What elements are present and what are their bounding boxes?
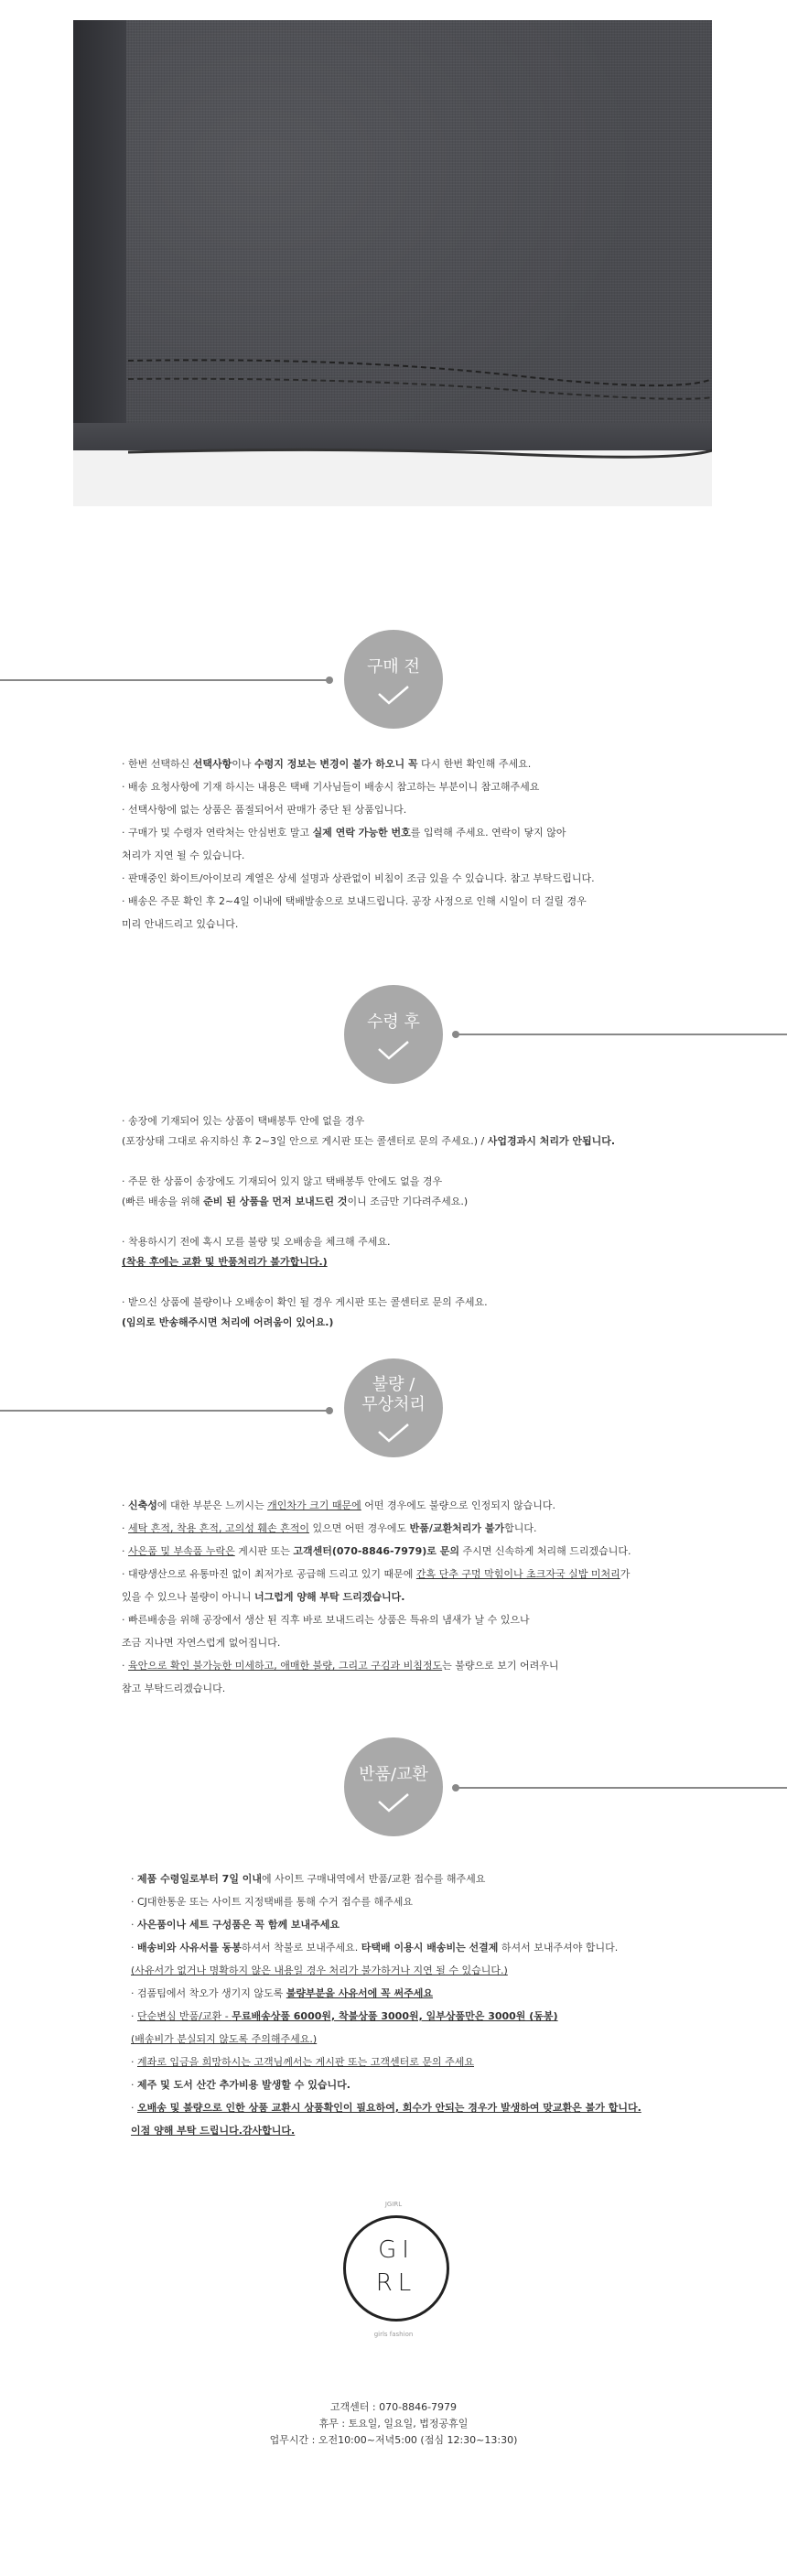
text-segment: 타택배 이용시 배송비는 선결제 xyxy=(361,1942,499,1954)
text-line xyxy=(122,1544,631,1558)
section-badge-defect xyxy=(344,1358,443,1457)
text-line xyxy=(122,1682,225,1695)
text-segment: · 착용하시기 전에 혹시 모를 불량 및 오배송을 체크해 주세요. xyxy=(122,1236,391,1248)
text-line xyxy=(122,917,238,931)
text-line xyxy=(131,1895,413,1909)
footer-holidays: 휴무 : 토요일, 일요일, 법정공휴일 xyxy=(318,2418,469,2430)
text-segment: 사업경과시 처리가 안됩니다. xyxy=(487,1135,616,1147)
text-segment: · 판매중인 화이트/아이보리 계열은 상세 설명과 상관없이 비침이 조금 있을 수 있습니다. 참고 부탁드립니다. xyxy=(122,872,595,884)
logo-line-1: GI xyxy=(378,2236,415,2264)
divider-line xyxy=(456,1787,787,1789)
text-segment: · xyxy=(122,1545,128,1557)
text-line xyxy=(122,1295,488,1309)
logo-bottom-text: girls fashion xyxy=(373,2331,414,2338)
section-badge-before-purchase xyxy=(344,630,443,729)
footer-hours: 업무시간 : 오전10:00~저녁5:00 (점심 12:30~13:30) xyxy=(269,2434,518,2446)
text-line xyxy=(122,1114,364,1128)
divider-line xyxy=(456,1034,787,1035)
text-segment: (착용 후에는 교환 및 반품처리가 불가합니다.) xyxy=(122,1256,328,1268)
text-segment: 육안으로 확인 불가능한 미세하고, 애매한 불량, 그리고 구김과 비침정도 xyxy=(128,1660,443,1672)
text-segment: 선택사항 xyxy=(192,758,232,770)
section-badge-return-exchange xyxy=(344,1737,443,1836)
text-line xyxy=(122,1134,615,1148)
text-segment: 사은품 및 부속품 누락은 xyxy=(128,1545,235,1557)
text-segment: 있으면 어떤 경우에도 xyxy=(309,1522,410,1534)
text-line xyxy=(131,1986,433,2000)
text-segment: 무료배송상품 6000원, 착불상품 3000원, 일부상품만은 3000원 (동봉) xyxy=(232,2010,558,2022)
text-segment: · 대량생산으로 유통마진 없이 최저가로 공급해 드리고 있기 때문에 xyxy=(122,1568,416,1580)
text-segment: 조금 지나면 자연스럽게 없어집니다. xyxy=(122,1637,281,1649)
text-segment: · xyxy=(131,2102,137,2114)
text-segment: 하셔서 착불로 보내주세요. xyxy=(241,1942,361,1954)
text-segment: 오배송 및 불량으로 인한 상품 교환시 상품확인이 필요하여, 회수가 안되는 경우가 발생하여 맞교환은 불가 합니다. xyxy=(137,2102,641,2114)
check-icon xyxy=(375,685,412,705)
text-line xyxy=(122,1235,390,1249)
text-segment: · 검품팀에서 착오가 생기지 않도록 xyxy=(131,1987,286,1999)
text-line xyxy=(122,826,566,839)
text-segment: 실제 연락 가능한 번호 xyxy=(312,827,411,839)
divider-line xyxy=(0,1410,329,1412)
divider-dot xyxy=(326,676,333,684)
text-segment: 사은품이나 세트 구성품은 꼭 함께 보내주세요 xyxy=(137,1919,340,1931)
text-segment: · xyxy=(131,2079,137,2091)
text-segment: · xyxy=(131,2010,137,2022)
text-segment: 는 불량으로 보기 어려우니 xyxy=(442,1660,559,1672)
text-segment: 하셔서 보내주셔야 합니다. xyxy=(498,1942,619,1954)
text-segment: (사유서가 없거나 명확하지 않은 내용일 경우 처리가 불가하거나 지연 될 수 있습니다.) xyxy=(131,1964,508,1976)
text-segment: (빠른 배송을 위해 xyxy=(122,1196,204,1207)
text-segment: · xyxy=(122,1660,128,1672)
text-segment: · xyxy=(131,1873,137,1885)
text-segment: 다시 한번 확인해 주세요. xyxy=(417,758,532,770)
text-segment: 주시면 신속하게 처리해 드리겠습니다. xyxy=(458,1545,631,1557)
text-line xyxy=(122,1255,328,1269)
text-line xyxy=(131,2032,317,2046)
text-line xyxy=(122,1174,442,1188)
text-line xyxy=(122,1567,630,1581)
text-segment: · 빠른배송을 위해 공장에서 생산 된 직후 바로 보내드리는 상품은 특유의 냄새가 날 수 있으나 xyxy=(122,1614,530,1626)
text-segment: 에 사이트 구매내역에서 반품/교환 접수를 해주세요 xyxy=(262,1873,486,1885)
text-segment: · CJ대한통운 또는 사이트 지정택배를 통해 수거 접수를 해주세요 xyxy=(131,1896,414,1908)
text-line xyxy=(122,871,595,885)
text-segment: (배송비가 분실되지 않도록 주의해주세요.) xyxy=(131,2033,318,2045)
text-segment: · 선택사항에 없는 상품은 품절되어서 판매가 중단 된 상품입니다. xyxy=(122,804,407,816)
text-segment: · 배송은 주문 확인 후 2~4일 이내에 택배발송으로 보내드립니다. 공장 사정으로 인해 시일이 더 걸릴 경우 xyxy=(122,895,587,907)
check-icon xyxy=(375,1423,412,1443)
text-line xyxy=(131,2124,295,2138)
text-line xyxy=(122,1315,333,1329)
brand-logo xyxy=(343,2215,449,2322)
text-line xyxy=(122,1636,280,1650)
text-segment: 세탁 흔적, 착용 흔적, 고의성 훼손 흔적이 xyxy=(128,1522,309,1534)
text-line xyxy=(131,1941,618,1954)
text-line xyxy=(122,757,531,771)
text-line xyxy=(131,2101,641,2115)
text-segment: · xyxy=(131,2056,137,2068)
text-segment: 반품/교환처리가 불가 xyxy=(409,1522,505,1534)
divider-dot xyxy=(326,1407,333,1414)
text-segment: 불량부분을 사유서에 꼭 써주세요 xyxy=(286,1987,434,1999)
text-line xyxy=(122,1659,559,1672)
text-segment: 단순변심 반품/교환 - xyxy=(137,2010,232,2022)
section-title: 불량 / 무상처리 xyxy=(361,1375,426,1414)
text-segment: (포장상태 그대로 유지하신 후 2~3일 안으로 게시판 또는 콜센터로 문의 주세요.) / xyxy=(122,1135,488,1147)
text-segment: · 배송 요청사항에 기재 하시는 내용은 택배 기사님들이 배송시 참고하는 부분이니 참고해주세요 xyxy=(122,781,540,793)
text-segment: 를 입력해 주세요. 연락이 닿지 않아 xyxy=(410,827,566,839)
text-segment: 미리 안내드리고 있습니다. xyxy=(122,918,239,930)
text-segment: (임의로 반송해주시면 처리에 어려움이 있어요.) xyxy=(122,1316,334,1328)
text-line xyxy=(122,849,244,862)
text-line xyxy=(122,780,539,794)
text-line xyxy=(131,1964,508,1977)
text-segment: 이나 xyxy=(232,758,255,770)
logo-line-2: RL xyxy=(375,2269,417,2297)
text-line xyxy=(122,803,406,817)
text-segment: 있을 수 있으나 불량이 아니니 xyxy=(122,1591,254,1603)
section-badge-after-receipt xyxy=(344,985,443,1084)
text-segment: 어떤 경우에도 불량으로 인정되지 않습니다. xyxy=(361,1499,556,1511)
text-segment: 개인차가 크기 때문에 xyxy=(267,1499,361,1511)
text-segment: 계좌로 입금을 희망하시는 고객님께서는 게시판 또는 고객센터로 문의 주세요 xyxy=(137,2056,475,2068)
text-segment: · xyxy=(131,1919,137,1931)
text-segment: 준비 된 상품을 먼저 보내드린 것 xyxy=(203,1196,348,1207)
text-segment: · xyxy=(122,1499,128,1511)
text-segment: · xyxy=(131,1942,137,1954)
text-line xyxy=(131,1872,485,1886)
text-segment: 제주 및 도서 산간 추가비용 발생할 수 있습니다. xyxy=(137,2079,350,2091)
text-segment: · xyxy=(122,1522,128,1534)
check-icon xyxy=(375,1792,412,1813)
text-line xyxy=(122,1195,468,1208)
text-segment: 참고 부탁드리겠습니다. xyxy=(122,1683,226,1694)
text-line xyxy=(131,2009,558,2023)
stitch-lines xyxy=(73,20,712,506)
product-fabric-photo xyxy=(73,20,712,506)
section-title: 수령 후 xyxy=(367,1012,420,1032)
text-segment: 에 대한 부분은 느끼시는 xyxy=(156,1499,268,1511)
divider-line xyxy=(0,679,329,681)
text-segment: 게시판 또는 xyxy=(234,1545,294,1557)
text-segment: 간혹 단추 구멍 막힘이나 초크자국 실밥 미처리 xyxy=(415,1568,620,1580)
text-segment: 고객센터(070-8846-7979)로 문의 xyxy=(293,1545,459,1557)
text-line xyxy=(122,1499,555,1512)
section-title: 반품/교환 xyxy=(359,1765,428,1784)
text-segment: 합니다. xyxy=(504,1522,537,1534)
text-segment: 제품 수령일로부터 7일 이내 xyxy=(137,1873,263,1885)
text-line xyxy=(122,1590,404,1604)
check-icon xyxy=(375,1040,412,1060)
footer-cs-phone: 고객센터 : 070-8846-7979 xyxy=(329,2401,458,2413)
text-segment: 너그럽게 양해 부탁 드리겠습니다. xyxy=(254,1591,405,1603)
text-segment: · 주문 한 상품이 송장에도 기재되어 있지 않고 택배봉투 안에도 없을 경우 xyxy=(122,1175,443,1187)
text-segment: · 송장에 기재되어 있는 상품이 택배봉투 안에 없을 경우 xyxy=(122,1115,365,1127)
text-segment: · 받으신 상품에 불량이나 오배송이 확인 될 경우 게시판 또는 콜센터로 문의 주세요. xyxy=(122,1296,488,1308)
text-segment: 처리가 지연 될 수 있습니다. xyxy=(122,850,245,861)
text-line xyxy=(122,894,587,908)
text-line xyxy=(131,2078,350,2092)
text-segment: 이점 양해 부탁 드립니다.감사합니다. xyxy=(131,2125,296,2137)
text-line xyxy=(131,1918,340,1932)
section-title: 구매 전 xyxy=(367,657,420,676)
text-segment: 신축성 xyxy=(128,1499,157,1511)
logo-top-text: JGIRL xyxy=(384,2201,403,2208)
text-line xyxy=(131,2055,474,2069)
text-segment: 배송비와 사유서를 동봉 xyxy=(137,1942,242,1954)
text-segment: 수령지 정보는 변경이 불가 하오니 꼭 xyxy=(254,758,418,770)
text-line xyxy=(122,1521,536,1535)
text-segment: 이니 조금만 기다려주세요.) xyxy=(347,1196,469,1207)
text-segment: · 구매가 및 수령자 연락처는 안심번호 말고 xyxy=(122,827,313,839)
text-segment: 가 xyxy=(620,1568,631,1580)
text-segment: · 한번 선택하신 xyxy=(122,758,193,770)
text-line xyxy=(122,1613,530,1627)
